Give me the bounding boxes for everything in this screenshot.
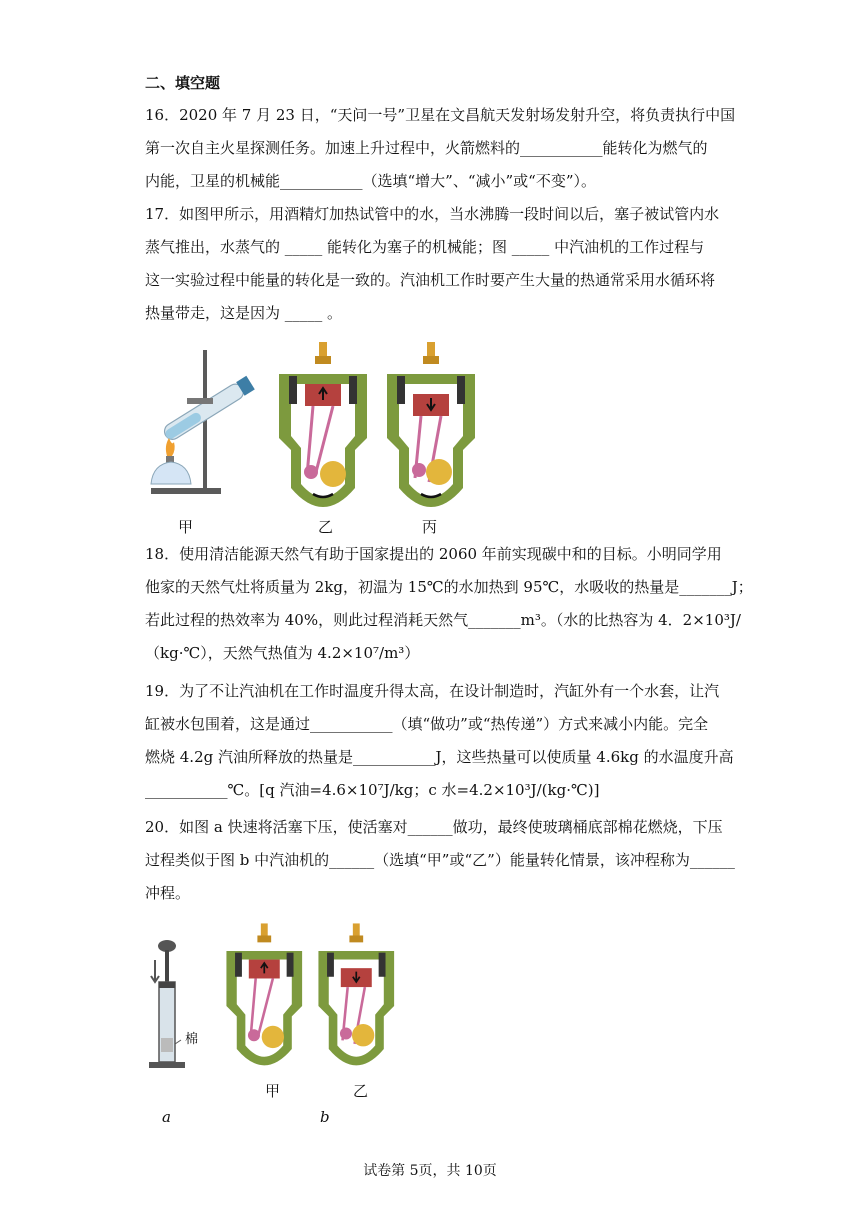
question-line: 16．2020 年 7 月 23 日，“天问一号”卫星在文昌航天发射场发射升空，将负责执行中国 (145, 106, 736, 124)
question-line: 17．如图甲所示，用酒精灯加热试管中的水，当水沸腾一段时间以后，塞子被试管内水 (145, 205, 720, 223)
question-16 (145, 99, 736, 198)
question-17 (145, 198, 720, 330)
question-line: 20．如图 a 快速将活塞下压，使活塞对______做功，最终使玻璃桶底部棉花燃烧，下压 (145, 818, 723, 836)
question-line: 19．为了不让汽油机在工作时温度升得太高，在设计制造时，汽缸外有一个水套，让汽 (145, 682, 720, 700)
question-line: 若此过程的热效率为 40%，则此过程消耗天然气_______m³。（水的比热容为 4．2×10³J/ (145, 611, 741, 629)
question-line: 热量带走，这是因为 _____ 。 (145, 304, 343, 322)
engine-bing (387, 342, 475, 507)
question-line: 过程类似于图 b 中汽油机的______（选填“甲”或“乙”）能量转化情景，该冲程称为______ (145, 851, 735, 869)
alcohol-lamp-apparatus (151, 350, 255, 494)
question-line: 这一实验过程中能量的转化是一致的。汽油机工作时要产生大量的热通常采用水循环将 (145, 271, 716, 289)
figure-2-sublabel-b: b (320, 1108, 330, 1126)
figure-1-label-yi: 乙 (318, 518, 334, 536)
question-line: （kg·℃），天然气热值为 4.2×10⁷/m³） (145, 644, 420, 662)
question-line: 第一次自主火星探测任务。加速上升过程中，火箭燃料的___________能转化为燃气的 (145, 139, 708, 157)
engine-yi-2 (318, 923, 394, 1065)
question-line: 18．使用清洁能源天然气有助于国家提出的 2060 年前实现碳中和的目标。小明同学用 (145, 545, 722, 563)
figure-2-label-jia: 甲 (265, 1082, 281, 1100)
page-footer: 试卷第 5页，共 10页 (363, 1163, 497, 1179)
question-line: 他家的天然气灶将质量为 2kg，初温为 15℃的水加热到 95℃，水吸收的热量是_______J； (145, 578, 753, 596)
figure-1-label-jia: 甲 (178, 518, 194, 536)
figure-2-diagram (145, 920, 395, 1080)
question-20 (145, 811, 735, 910)
question-19 (145, 675, 734, 807)
engine-yi (279, 342, 367, 507)
piston-tube-apparatus (149, 940, 185, 1068)
figure-2-label-yi: 乙 (353, 1082, 369, 1100)
engine-jia (226, 923, 302, 1065)
figure-2-sublabel-a: a (162, 1108, 171, 1126)
question-line: 蒸气推出，水蒸气的 _____ 能转化为塞子的机械能；图 _____ 中汽油机的工作过程与 (145, 238, 705, 256)
question-line: 冲程。 (145, 884, 191, 902)
figure-1-diagram (145, 338, 465, 538)
figure-1-label-bing: 丙 (422, 518, 438, 536)
question-line: 缸被水包围着，这是通过___________（填“做功”或“热传递”）方式来减小内能。完全 (145, 715, 709, 733)
question-line: 燃烧 4.2g 汽油所释放的热量是___________J，这些热量可以使质量 4.6kg 的水温度升高 (145, 748, 734, 766)
figure-2-cotton-label: 棉 (185, 1032, 199, 1047)
question-line: 内能，卫星的机械能___________（选填“增大”、“减小”或“不变”）。 (145, 172, 597, 190)
section-title: 二、填空题 (145, 74, 221, 92)
question-18 (145, 538, 753, 670)
question-line: ___________℃。[q 汽油=4.6×10⁷J/kg；c 水=4.2×10³J/(kg·℃)] (145, 781, 600, 799)
